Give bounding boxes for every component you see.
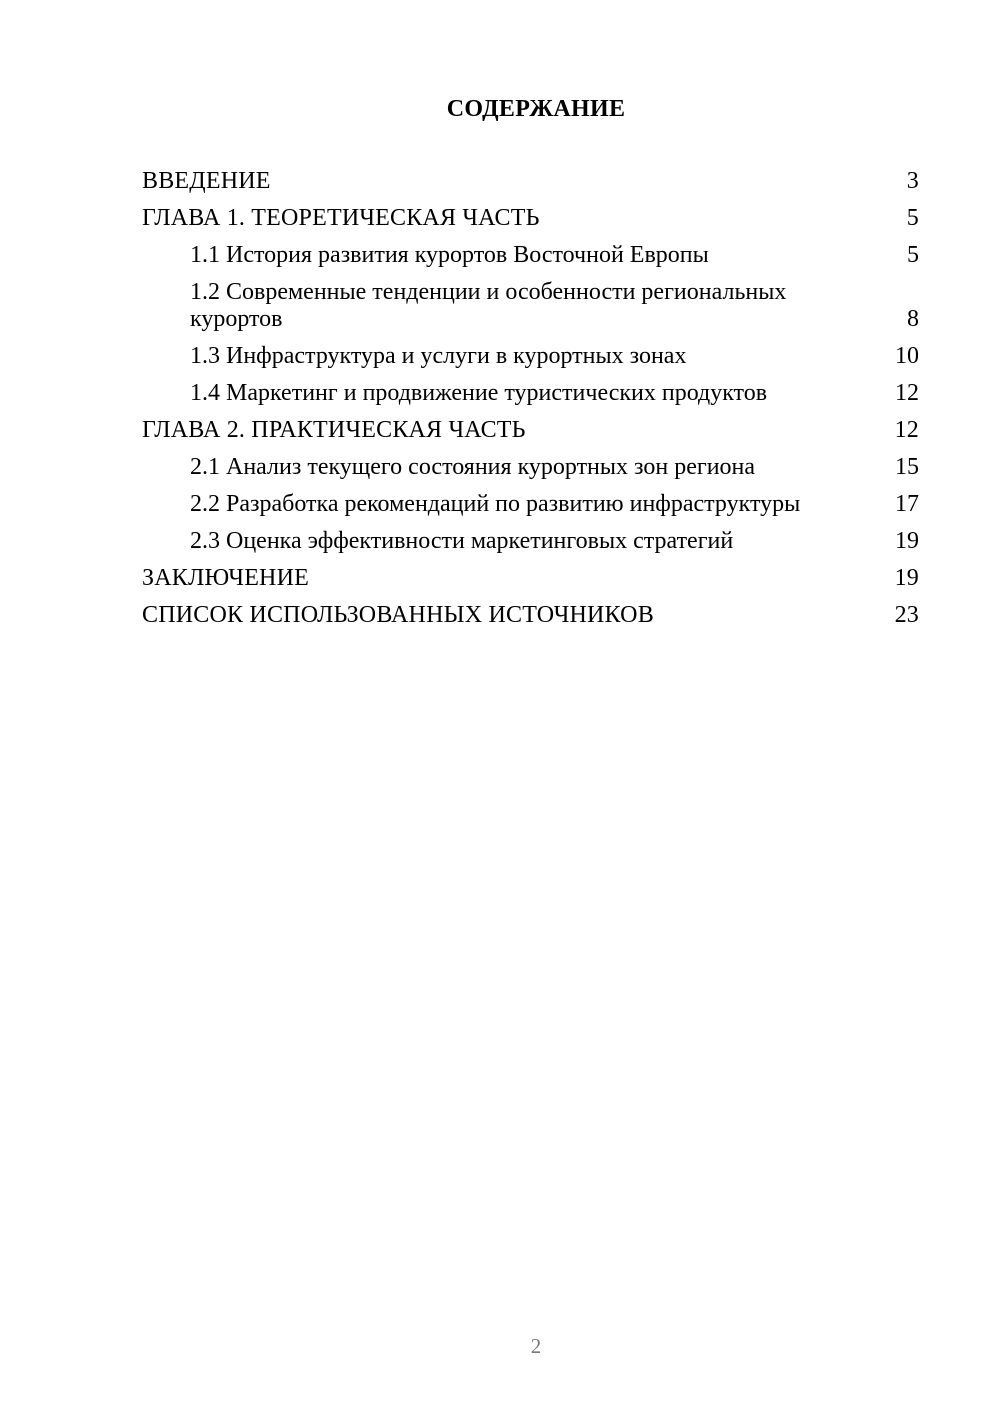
toc-entry-page: 3 xyxy=(906,168,919,194)
toc-entry-page: 19 xyxy=(895,528,919,554)
toc-entry-page: 8 xyxy=(907,306,919,332)
toc-entry-text: ГЛАВА 2. ПРАКТИЧЕСКАЯ ЧАСТЬ xyxy=(142,417,526,443)
toc-entry-section-2-1[interactable] xyxy=(142,454,919,481)
table-of-contents xyxy=(142,168,919,639)
toc-entry-text: 1.4 Маркетинг и продвижение туристических продуктов xyxy=(190,380,768,406)
toc-entry-introduction[interactable] xyxy=(142,168,919,195)
toc-entry-text: 2.1 Анализ текущего состояния курортных зон региона xyxy=(190,454,756,480)
toc-entry-text: ГЛАВА 1. ТЕОРЕТИЧЕСКАЯ ЧАСТЬ xyxy=(142,205,540,231)
toc-entry-chapter-1[interactable] xyxy=(142,205,919,232)
toc-entry-page: 10 xyxy=(895,343,919,369)
toc-entry-page: 12 xyxy=(894,417,919,443)
toc-entry-page: 23 xyxy=(894,602,919,628)
toc-entry-text: СПИСОК ИСПОЛЬЗОВАННЫХ ИСТОЧНИКОВ xyxy=(142,602,654,628)
toc-entry-references[interactable] xyxy=(142,602,919,629)
toc-entry-page: 19 xyxy=(894,565,919,591)
toc-entry-page: 5 xyxy=(906,205,919,231)
page-title: СОДЕРЖАНИЕ xyxy=(446,96,626,122)
toc-entry-text: 2.3 Оценка эффективности маркетинговых стратегий xyxy=(190,528,734,554)
toc-entry-section-1-1[interactable] xyxy=(142,242,919,269)
toc-entry-section-1-2[interactable] xyxy=(142,279,919,333)
toc-entry-conclusion[interactable] xyxy=(142,565,919,592)
toc-entry-section-1-3[interactable] xyxy=(142,343,919,370)
toc-entry-page: 5 xyxy=(907,242,919,268)
toc-entry-text: ВВЕДЕНИЕ xyxy=(142,168,271,194)
toc-entry-section-2-2[interactable] xyxy=(142,491,919,518)
toc-entry-page: 12 xyxy=(895,380,919,406)
toc-entry-text: 1.3 Инфраструктура и услуги в курортных зонах xyxy=(190,343,687,369)
toc-entry-text: 1.2 Современные тенденции и особенности региональных курортов xyxy=(190,279,787,332)
toc-entry-text: 2.2 Разработка рекомендаций по развитию инфраструктуры xyxy=(190,491,801,517)
toc-entry-text: 1.1 История развития курортов Восточной Европы xyxy=(190,242,709,268)
toc-entry-section-2-3[interactable] xyxy=(142,528,919,555)
toc-entry-section-1-4[interactable] xyxy=(142,380,919,407)
toc-entry-chapter-2[interactable] xyxy=(142,417,919,444)
toc-entry-text: ЗАКЛЮЧЕНИЕ xyxy=(142,565,309,591)
page-number: 2 xyxy=(530,1334,542,1358)
toc-entry-page: 17 xyxy=(895,491,919,517)
toc-entry-page: 15 xyxy=(895,454,919,480)
